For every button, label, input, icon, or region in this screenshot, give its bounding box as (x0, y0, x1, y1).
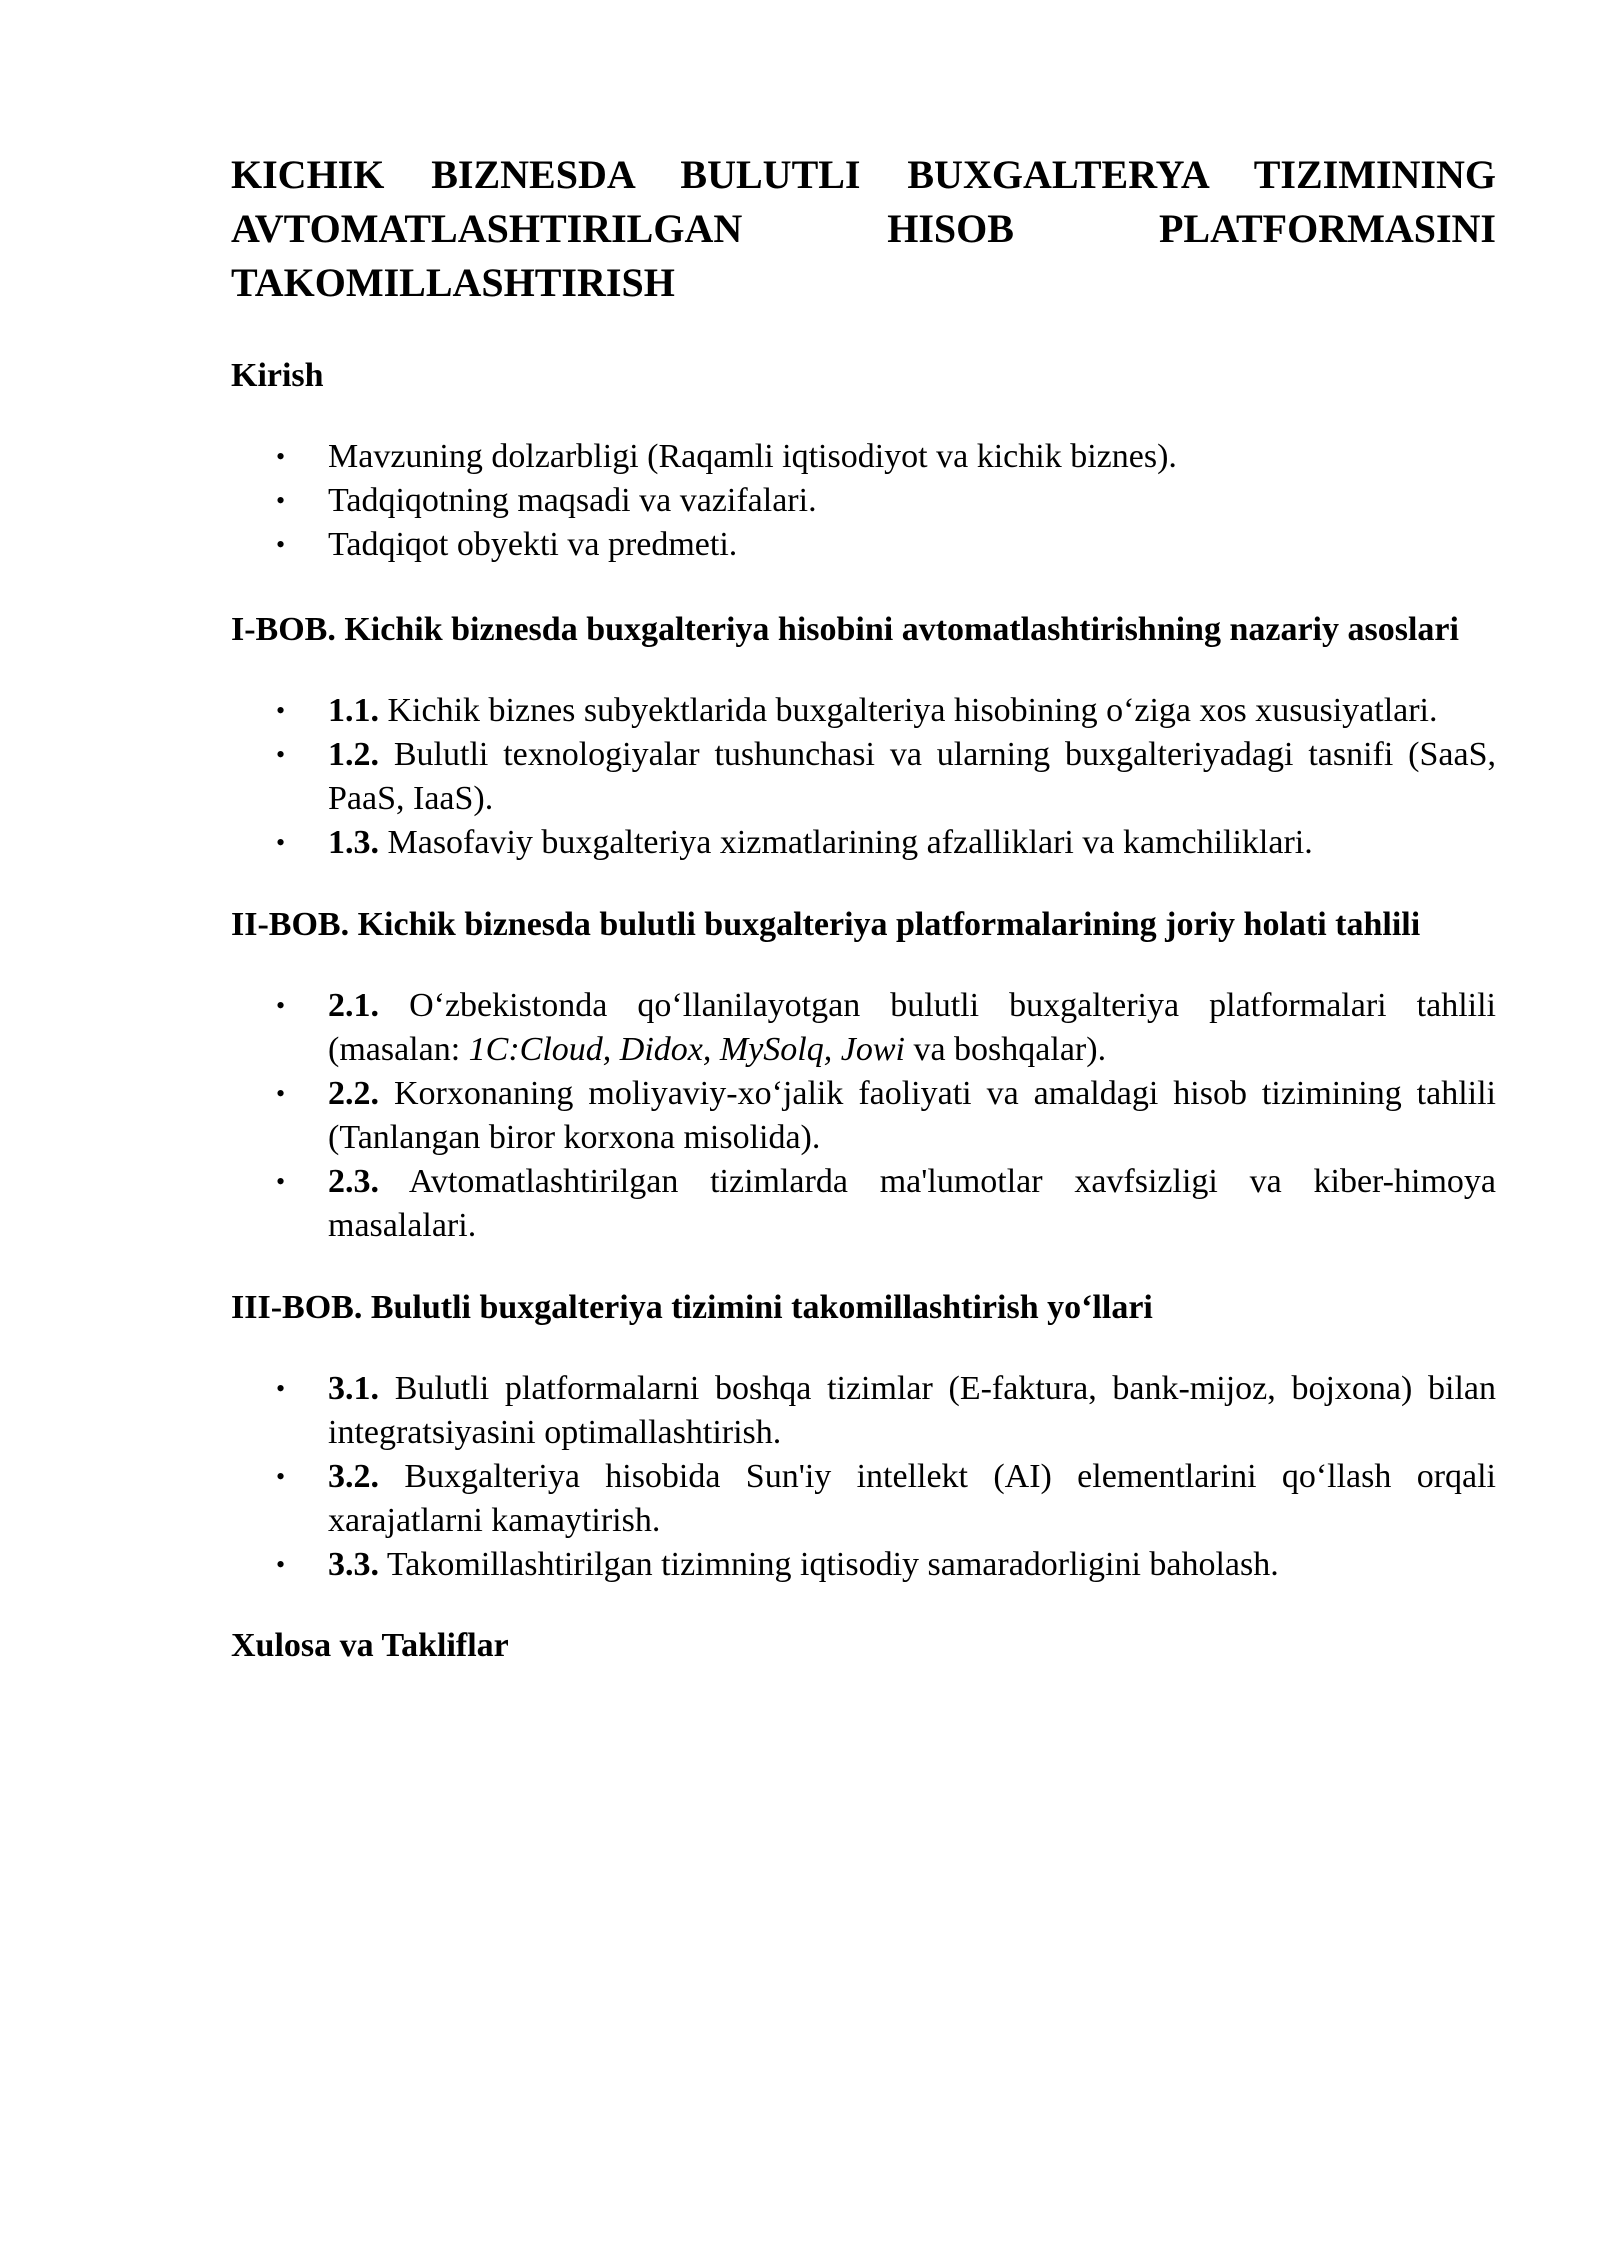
bob3-list (231, 1367, 1496, 1587)
document-title (231, 148, 1496, 310)
list-item (276, 1072, 1496, 1160)
list-item (276, 821, 1496, 865)
section-heading-kirish: Kirish (231, 357, 324, 394)
item-number: 3.1. (328, 1370, 379, 1407)
item-number: 2.2. (328, 1075, 379, 1112)
list-item-text: Avtomatlashtirilgan tizimlarda ma'lumotlar xavfsizligi va kiber-himoya masalalari. (328, 1163, 1496, 1244)
item-number: 1.2. (328, 736, 379, 773)
section-heading-xulosa: Xulosa va Takliflar (231, 1627, 509, 1664)
title-line-2: AVTOMATLASHTIRILGAN HISOB PLATFORMASINI (231, 206, 1496, 251)
bullet-icon: • (276, 1079, 286, 1108)
list-item (276, 1367, 1496, 1455)
list-item (276, 1160, 1496, 1248)
list-item (276, 984, 1496, 1072)
list-item (276, 435, 1496, 479)
list-item (276, 523, 1496, 567)
list-item (276, 1455, 1496, 1543)
bullet-icon: • (276, 1550, 286, 1579)
section-heading-bob1: I-BOB. Kichik biznesda buxgalteriya hisobini avtomatlashtirishning nazariy asoslari (231, 611, 1459, 648)
list-item-text: Mavzuning dolzarbligi (Raqamli iqtisodiyot va kichik biznes). (328, 438, 1177, 475)
bullet-icon: • (276, 486, 286, 515)
list-item-text: Kichik biznes subyektlarida buxgalteriya hisobining o‘ziga xos xususiyatlari. (379, 692, 1438, 729)
title-line-1: KICHIK BIZNESDA BULUTLI BUXGALTERYA TIZIMINING (231, 152, 1496, 197)
bullet-icon: • (276, 828, 286, 857)
list-item-text: Buxgalteriya hisobida Sun'iy intellekt (AI) elementlarini qo‘llash orqali xarajatlarni kamaytirish. (328, 1458, 1496, 1539)
list-item-text: Tadqiqot obyekti va predmeti. (328, 526, 738, 563)
bullet-icon: • (276, 530, 286, 559)
document-page (231, 148, 1496, 1668)
bullet-icon: • (276, 442, 286, 471)
item-number: 1.1. (328, 692, 379, 729)
list-item-text: Masofaviy buxgalteriya xizmatlarining afzalliklari va kamchiliklari. (379, 824, 1313, 861)
section-heading-bob3: III-BOB. Bulutli buxgalteriya tizimini takomillashtirish yo‘llari (231, 1289, 1153, 1326)
list-item-text: Tadqiqotning maqsadi va vazifalari. (328, 482, 817, 519)
item-number: 2.1. (328, 987, 379, 1024)
bullet-icon: • (276, 1167, 286, 1196)
list-item-text: Bulutli texnologiyalar tushunchasi va ularning buxgalteriyadagi tasnifi (SaaS, PaaS, IaaS). (328, 736, 1496, 817)
title-line-3: TAKOMILLASHTIRISH (231, 260, 675, 305)
list-item-text-end: va boshqalar). (904, 1031, 1107, 1068)
bullet-icon: • (276, 1374, 286, 1403)
list-item (276, 479, 1496, 523)
list-item (276, 733, 1496, 821)
list-item-text: Bulutli platformalarni boshqa tizimlar (E-faktura, bank-mijoz, bojxona) bilan integratsiyasini optimallashtirish. (328, 1370, 1496, 1451)
bullet-icon: • (276, 696, 286, 725)
platform-names: 1C:Cloud, Didox, MySolq, Jowi (468, 1031, 905, 1068)
list-item-text: Korxonaning moliyaviy-xo‘jalik faoliyati va amaldagi hisob tizimining tahlili (Tanlangan biror korxona misolida). (328, 1075, 1496, 1156)
bullet-icon: • (276, 991, 286, 1020)
list-item (276, 1543, 1496, 1587)
bullet-icon: • (276, 740, 286, 769)
bob1-list (231, 689, 1496, 865)
bullet-icon: • (276, 1462, 286, 1491)
list-item-text: Takomillashtirilgan tizimning iqtisodiy samaradorligini baholash. (379, 1546, 1279, 1583)
list-item (276, 689, 1496, 733)
item-number: 3.3. (328, 1546, 379, 1583)
kirish-list (231, 435, 1496, 567)
section-heading-bob2: II-BOB. Kichik biznesda bulutli buxgalteriya platformalarining joriy holati tahlili (231, 906, 1421, 943)
bob2-list (231, 984, 1496, 1248)
item-number: 3.2. (328, 1458, 379, 1495)
list-item-text: O‘zbekistonda qo‘llanilayotgan bulutli buxgalteriya platformalari tahlili (masalan: (328, 987, 1496, 1068)
item-number: 2.3. (328, 1163, 379, 1200)
item-number: 1.3. (328, 824, 379, 861)
